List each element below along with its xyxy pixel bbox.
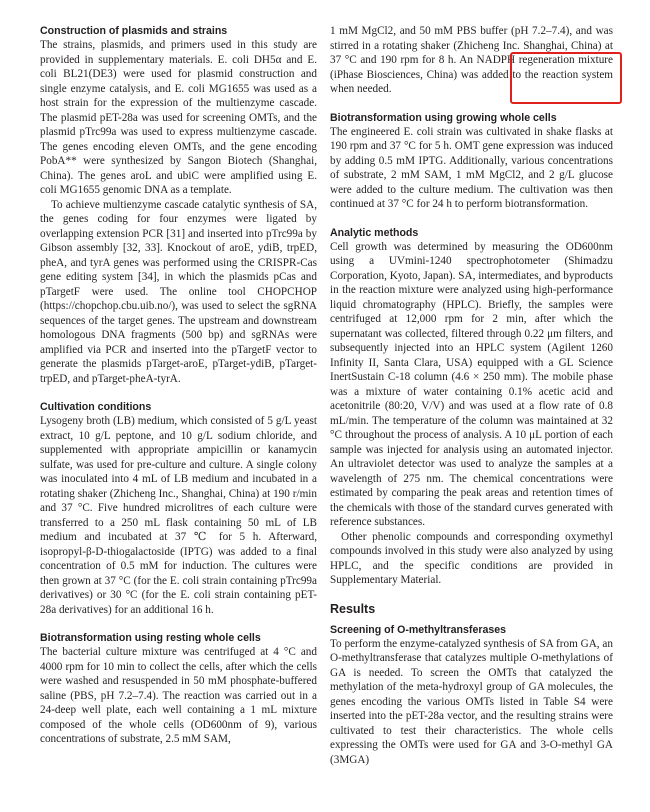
left-column	[40, 24, 317, 747]
section-heading-resting-cells: Biotransformation using resting whole cells	[40, 632, 261, 644]
paragraph-resting-cells: The bacterial culture mixture was centrifuged at 4 °C and 4000 rpm for 10 min to collect the cells, after which the cells were washed and resuspended in 50 mM phosphate-buffered saline (PBS, pH 7.2–7.4). The reaction was carried out in a 24-deep well plate, each well containing a 1 mL mixture composed of the whole cells (OD600nm of 9), various concentrations of substrate, 2.5 mM SAM,	[40, 646, 317, 745]
paragraph-cultivation: Lysogeny broth (LB) medium, which consisted of 5 g/L yeast extract, 10 g/L peptone, and 10 g/L sodium chloride, and supplemented with appropriate ampicillin or kanamycin sulfate, was used for pre-culture and culture. A single colony was inoculated into 4 mL of LB medium and incubated in a rotating shaker (Zhicheng Inc., Shanghai, China) at 190 r/min and 37 °C. Five hundred microlitres of each culture were transferred to a 250 mL flask containing 50 mL of LB medium and incubated at 37 ℃ for 5 h. Afterward, isopropyl-β-D-thiogalactoside (IPTG) was added to a final concentration of 0.5 mM for induction. The cultures were then grown at 37 °C (for the E. coli strain containing pTrc99a derivatives) or 30 °C (for the E. coli strain containing pET-28a derivatives) for an additional 16 h.	[40, 415, 317, 616]
section-heading-growing-cells: Biotransformation using growing whole cells	[330, 111, 557, 124]
paragraph-analytic-methods-1: Cell growth was determined by measuring the OD600nm using a UVmini-1240 spectrophotometer (Shimadzu Corporation, Kyoto, Japan). SA, intermediates, and byproducts in the reaction mixture were analyzed using high-performance liquid chromatography (HPLC). Briefly, the samples were centrifuged at 12,000 rpm for 2 min, after which the supernatant was collected, filtered through 0.22 μm filters, and subsequently injected into an HPLC system (Agilent 1260 Infinity II, Santa Clara, USA) equipped with a GL Science InertSustain C-18 column (4.6 × 250 mm). The mobile phase was a mixture of water containing 0.1% acetic acid and acetonitrile (80:20, V/V) and was used at a flow rate of 0.8 mL/min. The temperature of the column was maintained at 32 °C throughout the process of analysis. A 10 μL portion of each sample was injected for analysis using an automated injector. An ultraviolet detector was used to analyze the samples at a wavelength of 275 nm. The chemical concentrations were estimated by comparing the peak areas and retention times of the chemicals with those of the standard curves generated with reference substances.	[330, 240, 613, 528]
paragraph-plasmids-2: To achieve multienzyme cascade catalytic synthesis of SA, the genes coding for four enzymes were ligated by overlapping extension PCR [31] and inserted into pTrc99a by Gibson assembly [32, 33]. Knockout of aroE, ydiB, trpED, pheA, and tyrA genes was performed using the CRISPR-Cas gene editing system [34], in which the plasmids pCas and pTargetF were used. The online tool CHOPCHOP (https://chopchop.cbu.uib.no/), was used to select the sgRNA sequences of the target genes. The upstream and downstream homologous DNA fragments (500 bp) and sgRNAs were amplified via PCR and inserted into the pTargetF vector to generate the plasmids pTarget-aroE, pTarget-ydiB, pTarget-trpED, and pTarget-pheA-tyrA.	[40, 198, 317, 385]
section-heading-plasmids: Construction of plasmids and strains	[40, 25, 228, 37]
highlight-box	[510, 52, 622, 104]
section-heading-cultivation: Cultivation conditions	[40, 401, 152, 413]
paragraph-screening: To perform the enzyme-catalyzed synthesis of SA from GA, an O-methyltransferase that catalyzes multiple O-methylations of GA is needed. To screen the OMTs that catalyzed the methylation of the meta-hydroxyl group of GA molecules, the genes encoding the various OMTs listed in Table S4 were inserted into the pET-28a vector, and the resulting strains were cultivated to test their characteristics. The whole cells expressing the OMTs were used for GA and 3-O-methyl GA (3MGA)	[330, 637, 613, 766]
section-heading-analytic-methods: Analytic methods	[330, 226, 419, 239]
paragraph-resting-cells-continued: 1 mM MgCl2, and 50 mM PBS buffer (pH 7.2–7.4), and was stirred in a rotating shaker (Zhicheng Inc. Shanghai, China) at 37 °C and 190 rpm for 8 h. An NADPH regeneration mixture (iPhase Biosciences, China) was added to the reaction system when needed.	[330, 25, 613, 95]
subsection-heading-screening: Screening of O-methyltransferases	[330, 623, 507, 636]
paragraph-plasmids-1: The strains, plasmids, and primers used in this study are provided in supplementary materials. E. coli DH5α and E. coli BL21(DE3) were used for plasmid construction and single enzyme catalysis, and E. coli MG1655 was used as a host strain for the expression of the multienzyme cascade. The plasmid pET-28a was used for screening OMTs, and the plasmid pTrc99a was used to express multienzyme cascade. The genes encoding eleven OMTs, and the gene encoding PobA** were synthesized by Sangon Biotech (Shanghai, China). The genes aroL and ubiC were amplified using E. coli MG1655 genomic DNA as a template.	[40, 39, 317, 196]
paragraph-growing-cells: The engineered E. coli strain was cultivated in shake flasks at 190 rpm and 37 °C for 5 h. OMT gene expression was induced by adding 0.5 mM IPTG. Additionally, various concentrations of substrate, 2 mM SAM, 1 mM MgCl2, and 2 g/L glucose were added to the culture medium. The cultivation was then continued at 37 °C for 24 h to perform biotransformation.	[330, 125, 613, 210]
right-column	[330, 24, 613, 767]
paragraph-analytic-methods-2: Other phenolic compounds and corresponding oxymethyl compounds involved in this study were also analyzed by using HPLC, and the specific conditions are provided in Supplementary Material.	[330, 530, 613, 586]
section-heading-results: Results	[330, 601, 376, 616]
